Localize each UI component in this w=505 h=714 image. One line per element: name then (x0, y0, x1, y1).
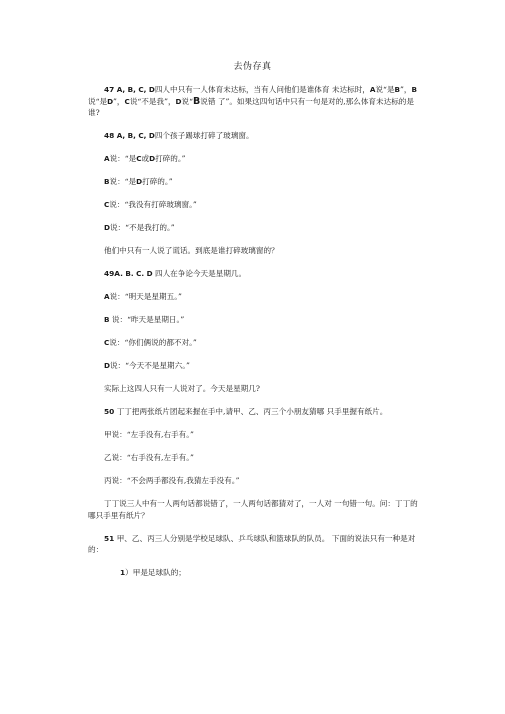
question-48: 48 A, B, C, D四个孩子踢球打碎了玻璃窗。 (104, 131, 254, 140)
page-title: 去伪存真 (233, 62, 272, 72)
statement-b: B说：“是D打碎的。” (104, 177, 173, 186)
question-48-prompt: 他们中只有一人说了谎话。到底是谁打碎玻璃窗的？ (104, 246, 279, 255)
question-50-prompt: 丁丁说三人中有一人两句话都说错了，一人两句话都猜对了，一人对 一句错一句。问：丁丁的哪只手里有纸片？ (88, 499, 418, 520)
question-number: 50 (104, 407, 115, 416)
question-number: 49A. (104, 269, 123, 278)
question-number: 51 (104, 533, 115, 543)
document-body (88, 84, 418, 590)
statement-bing: 丙说：“不会两手都没有,我猜左手没有。” (104, 476, 240, 485)
question-49: 49A. B. C. D 四人在争论今天是星期几。 (104, 269, 247, 278)
question-number: 47 (104, 85, 115, 94)
statement-d: D说：“不是我打的。” (104, 223, 175, 232)
list-item: 1）甲是足球队的； (120, 568, 186, 577)
statement-yi: 乙说：“右手没有,左手有。” (104, 453, 194, 462)
question-letters: A, B, C, D (116, 131, 155, 140)
statement-a: A说：“是C或D打碎的。” (104, 154, 186, 163)
question-letters: B. C. D (125, 269, 153, 278)
question-letters: A, B, C, D (116, 85, 155, 94)
statement-d: D说：“今天不是星期六。” (104, 361, 190, 370)
question-number: 48 (104, 131, 115, 140)
statement-c: C说：“你们俩说的都不对。” (104, 338, 197, 347)
question-49-prompt: 实际上这四人只有一人说对了。今天是星期几? (104, 384, 260, 393)
statement-jia: 甲说：“左手没有,右手有。” (104, 430, 194, 439)
statement-c: C说：“我没有打碎玻璃窗。” (104, 200, 197, 209)
question-51: 51 甲、乙、丙三人分别是学校足球队、乒乓球队和篮球队的队员。 下面的说法只有一种是对的： (88, 533, 416, 554)
question-47: 47 A, B, C, D四人中只有一人体育未达标，当有人问他们是谁体育 未达标时，A说“是B”，B说“是D”，C说“不是我”，D说“B说错 了”。如果这四句话中只有一句是对的,那么体育未达标的是谁? (88, 85, 417, 117)
question-50: 50 丁丁把两张纸片团起来握在手中,请甲、乙、丙三个小朋友猜哪 只手里握有纸片。 (104, 407, 388, 416)
statement-b: B 说：“昨天是星期日。” (104, 315, 185, 324)
statement-a: A说：“明天是星期五。” (104, 292, 182, 301)
